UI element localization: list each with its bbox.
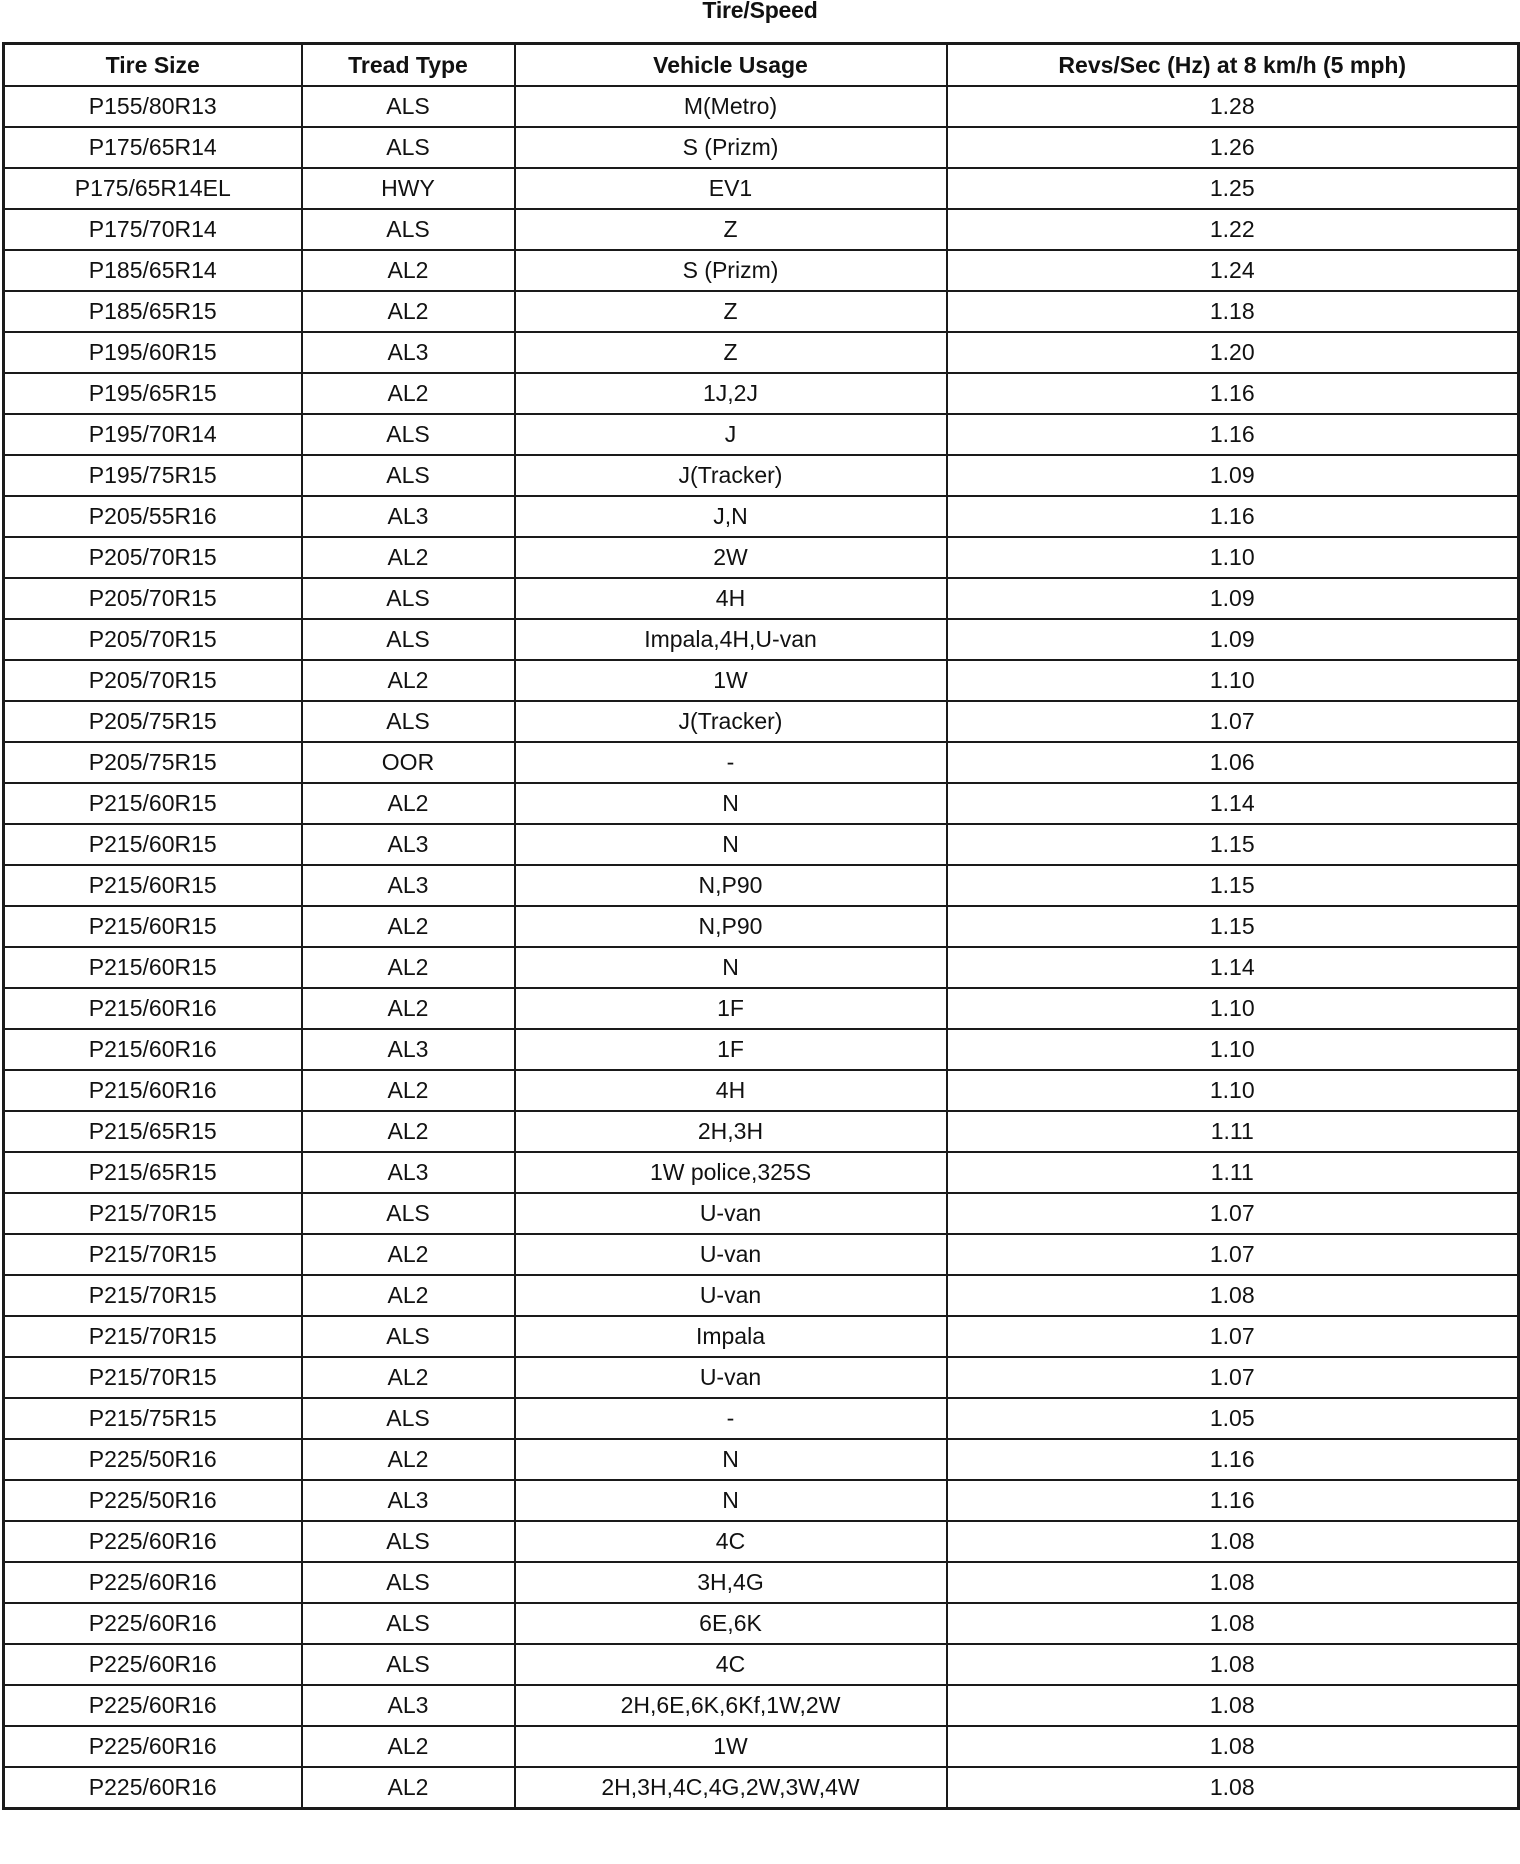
table-row — [4, 86, 1519, 127]
revs-per-sec-cell: 1.16 — [947, 373, 1519, 414]
revs-per-sec-cell: 1.05 — [947, 1398, 1519, 1439]
table-row — [4, 660, 1519, 701]
vehicle-usage-cell: Z — [515, 291, 947, 332]
tire-size-cell: P215/75R15 — [4, 1398, 302, 1439]
vehicle-usage-cell: N — [515, 1439, 947, 1480]
vehicle-usage-cell: 1F — [515, 988, 947, 1029]
table-row — [4, 578, 1519, 619]
table-row — [4, 537, 1519, 578]
revs-per-sec-cell: 1.16 — [947, 1439, 1519, 1480]
revs-per-sec-cell: 1.10 — [947, 537, 1519, 578]
vehicle-usage-cell: U-van — [515, 1193, 947, 1234]
tread-type-cell: AL2 — [302, 906, 515, 947]
revs-per-sec-cell: 1.08 — [947, 1644, 1519, 1685]
tread-type-cell: ALS — [302, 455, 515, 496]
tire-size-cell: P175/65R14 — [4, 127, 302, 168]
table-row — [4, 1603, 1519, 1644]
table-row — [4, 332, 1519, 373]
revs-per-sec-cell: 1.16 — [947, 496, 1519, 537]
table-row — [4, 619, 1519, 660]
vehicle-usage-cell: 2H,3H,4C,4G,2W,3W,4W — [515, 1767, 947, 1809]
tire-size-cell: P195/60R15 — [4, 332, 302, 373]
revs-per-sec-cell: 1.18 — [947, 291, 1519, 332]
vehicle-usage-cell: 2H,6E,6K,6Kf,1W,2W — [515, 1685, 947, 1726]
tire-size-cell: P215/60R15 — [4, 824, 302, 865]
tread-type-cell: ALS — [302, 1193, 515, 1234]
revs-per-sec-cell: 1.07 — [947, 701, 1519, 742]
table-row — [4, 865, 1519, 906]
revs-per-sec-cell: 1.08 — [947, 1275, 1519, 1316]
tire-size-cell: P205/75R15 — [4, 701, 302, 742]
tire-size-cell: P225/50R16 — [4, 1480, 302, 1521]
tire-size-cell: P155/80R13 — [4, 86, 302, 127]
revs-per-sec-cell: 1.10 — [947, 1070, 1519, 1111]
table-row — [4, 1152, 1519, 1193]
tire-size-cell: P215/70R15 — [4, 1357, 302, 1398]
tire-size-cell: P185/65R14 — [4, 250, 302, 291]
tread-type-cell: AL2 — [302, 537, 515, 578]
tire-size-cell: P225/60R16 — [4, 1603, 302, 1644]
table-row — [4, 988, 1519, 1029]
tire-size-cell: P215/70R15 — [4, 1193, 302, 1234]
revs-per-sec-cell: 1.08 — [947, 1603, 1519, 1644]
table-row — [4, 1562, 1519, 1603]
tread-type-cell: AL3 — [302, 1685, 515, 1726]
tire-size-cell: P225/60R16 — [4, 1767, 302, 1809]
tire-size-cell: P225/60R16 — [4, 1562, 302, 1603]
revs-per-sec-cell: 1.16 — [947, 414, 1519, 455]
tread-type-cell: AL2 — [302, 947, 515, 988]
tread-type-cell: ALS — [302, 1562, 515, 1603]
vehicle-usage-cell: J(Tracker) — [515, 455, 947, 496]
tire-size-cell: P205/70R15 — [4, 578, 302, 619]
revs-per-sec-cell: 1.14 — [947, 947, 1519, 988]
vehicle-usage-cell: Impala — [515, 1316, 947, 1357]
tire-size-cell: P215/60R16 — [4, 1070, 302, 1111]
vehicle-usage-cell: U-van — [515, 1234, 947, 1275]
vehicle-usage-cell: Z — [515, 209, 947, 250]
tire-size-cell: P215/60R15 — [4, 906, 302, 947]
tire-speed-table — [2, 42, 1520, 1810]
revs-per-sec-cell: 1.11 — [947, 1111, 1519, 1152]
table-row — [4, 1521, 1519, 1562]
revs-per-sec-cell: 1.07 — [947, 1193, 1519, 1234]
tire-size-cell: P215/65R15 — [4, 1152, 302, 1193]
vehicle-usage-cell: 1W — [515, 1726, 947, 1767]
revs-per-sec-cell: 1.20 — [947, 332, 1519, 373]
vehicle-usage-cell: S (Prizm) — [515, 127, 947, 168]
tire-size-cell: P225/60R16 — [4, 1726, 302, 1767]
revs-per-sec-cell: 1.09 — [947, 455, 1519, 496]
table-row — [4, 414, 1519, 455]
vehicle-usage-cell: M(Metro) — [515, 86, 947, 127]
vehicle-usage-cell: Impala,4H,U-van — [515, 619, 947, 660]
revs-per-sec-cell: 1.09 — [947, 619, 1519, 660]
tread-type-cell: AL3 — [302, 865, 515, 906]
tread-type-cell: AL2 — [302, 1275, 515, 1316]
tread-type-cell: AL2 — [302, 250, 515, 291]
tire-size-cell: P225/50R16 — [4, 1439, 302, 1480]
tread-type-cell: OOR — [302, 742, 515, 783]
revs-per-sec-cell: 1.09 — [947, 578, 1519, 619]
table-row — [4, 127, 1519, 168]
table-body — [4, 86, 1519, 1809]
column-header-vehicle-usage: Vehicle Usage — [515, 44, 947, 87]
tire-size-cell: P205/75R15 — [4, 742, 302, 783]
vehicle-usage-cell: 1J,2J — [515, 373, 947, 414]
column-header-tire-size: Tire Size — [4, 44, 302, 87]
table-row — [4, 1234, 1519, 1275]
tread-type-cell: ALS — [302, 127, 515, 168]
vehicle-usage-cell: N — [515, 947, 947, 988]
tire-size-cell: P225/60R16 — [4, 1644, 302, 1685]
tire-size-cell: P195/70R14 — [4, 414, 302, 455]
table-row — [4, 1644, 1519, 1685]
table-row — [4, 783, 1519, 824]
vehicle-usage-cell: 4C — [515, 1521, 947, 1562]
table-row — [4, 1439, 1519, 1480]
tread-type-cell: ALS — [302, 1521, 515, 1562]
revs-per-sec-cell: 1.10 — [947, 1029, 1519, 1070]
tread-type-cell: AL3 — [302, 824, 515, 865]
vehicle-usage-cell: N — [515, 783, 947, 824]
revs-per-sec-cell: 1.14 — [947, 783, 1519, 824]
tread-type-cell: ALS — [302, 619, 515, 660]
table-row — [4, 1767, 1519, 1809]
vehicle-usage-cell: N — [515, 824, 947, 865]
vehicle-usage-cell: 3H,4G — [515, 1562, 947, 1603]
tread-type-cell: ALS — [302, 1316, 515, 1357]
tread-type-cell: ALS — [302, 578, 515, 619]
vehicle-usage-cell: 4C — [515, 1644, 947, 1685]
tire-size-cell: P215/60R15 — [4, 865, 302, 906]
vehicle-usage-cell: J(Tracker) — [515, 701, 947, 742]
vehicle-usage-cell: N,P90 — [515, 865, 947, 906]
vehicle-usage-cell: 1F — [515, 1029, 947, 1070]
revs-per-sec-cell: 1.15 — [947, 865, 1519, 906]
vehicle-usage-cell: 2W — [515, 537, 947, 578]
vehicle-usage-cell: J,N — [515, 496, 947, 537]
tread-type-cell: ALS — [302, 1398, 515, 1439]
table-row — [4, 250, 1519, 291]
revs-per-sec-cell: 1.07 — [947, 1316, 1519, 1357]
tread-type-cell: AL2 — [302, 291, 515, 332]
vehicle-usage-cell: 4H — [515, 578, 947, 619]
tire-size-cell: P225/60R16 — [4, 1521, 302, 1562]
tread-type-cell: AL2 — [302, 373, 515, 414]
vehicle-usage-cell: Z — [515, 332, 947, 373]
revs-per-sec-cell: 1.15 — [947, 824, 1519, 865]
table-row — [4, 455, 1519, 496]
table-row — [4, 1685, 1519, 1726]
table-row — [4, 1111, 1519, 1152]
tread-type-cell: AL2 — [302, 1070, 515, 1111]
revs-per-sec-cell: 1.08 — [947, 1521, 1519, 1562]
tire-size-cell: P215/60R16 — [4, 1029, 302, 1070]
revs-per-sec-cell: 1.28 — [947, 86, 1519, 127]
tire-size-cell: P205/70R15 — [4, 537, 302, 578]
tire-size-cell: P205/70R15 — [4, 619, 302, 660]
table-row — [4, 906, 1519, 947]
tread-type-cell: HWY — [302, 168, 515, 209]
tire-size-cell: P205/55R16 — [4, 496, 302, 537]
tire-size-cell: P175/65R14EL — [4, 168, 302, 209]
vehicle-usage-cell: U-van — [515, 1357, 947, 1398]
table-row — [4, 209, 1519, 250]
table-row — [4, 1275, 1519, 1316]
tread-type-cell: ALS — [302, 414, 515, 455]
tread-type-cell: AL2 — [302, 1439, 515, 1480]
tread-type-cell: ALS — [302, 701, 515, 742]
table-title: Tire/Speed — [702, 0, 818, 23]
vehicle-usage-cell: EV1 — [515, 168, 947, 209]
tire-size-cell: P215/70R15 — [4, 1316, 302, 1357]
revs-per-sec-cell: 1.26 — [947, 127, 1519, 168]
tread-type-cell: AL2 — [302, 1111, 515, 1152]
table-row — [4, 1316, 1519, 1357]
revs-per-sec-cell: 1.15 — [947, 906, 1519, 947]
tread-type-cell: ALS — [302, 1603, 515, 1644]
table-row — [4, 1070, 1519, 1111]
tire-size-cell: P225/60R16 — [4, 1685, 302, 1726]
table-row — [4, 1357, 1519, 1398]
table-row — [4, 1726, 1519, 1767]
table-row — [4, 947, 1519, 988]
vehicle-usage-cell: 1W police,325S — [515, 1152, 947, 1193]
vehicle-usage-cell: 2H,3H — [515, 1111, 947, 1152]
vehicle-usage-cell: - — [515, 1398, 947, 1439]
tread-type-cell: ALS — [302, 1644, 515, 1685]
tread-type-cell: AL3 — [302, 496, 515, 537]
table-row — [4, 701, 1519, 742]
vehicle-usage-cell: - — [515, 742, 947, 783]
vehicle-usage-cell: U-van — [515, 1275, 947, 1316]
revs-per-sec-cell: 1.16 — [947, 1480, 1519, 1521]
revs-per-sec-cell: 1.07 — [947, 1357, 1519, 1398]
revs-per-sec-cell: 1.06 — [947, 742, 1519, 783]
vehicle-usage-cell: 4H — [515, 1070, 947, 1111]
tire-size-cell: P215/70R15 — [4, 1275, 302, 1316]
tire-size-cell: P175/70R14 — [4, 209, 302, 250]
tread-type-cell: ALS — [302, 209, 515, 250]
vehicle-usage-cell: N — [515, 1480, 947, 1521]
header-row — [4, 44, 1519, 87]
table-row — [4, 824, 1519, 865]
table-row — [4, 373, 1519, 414]
vehicle-usage-cell: 1W — [515, 660, 947, 701]
revs-per-sec-cell: 1.10 — [947, 988, 1519, 1029]
table-row — [4, 168, 1519, 209]
tire-size-cell: P215/65R15 — [4, 1111, 302, 1152]
tire-size-cell: P205/70R15 — [4, 660, 302, 701]
vehicle-usage-cell: N,P90 — [515, 906, 947, 947]
table-row — [4, 1029, 1519, 1070]
table-row — [4, 1480, 1519, 1521]
tread-type-cell: AL2 — [302, 660, 515, 701]
column-header-revs-per-sec: Revs/Sec (Hz) at 8 km/h (5 mph) — [947, 44, 1519, 87]
table-row — [4, 291, 1519, 332]
tread-type-cell: AL2 — [302, 988, 515, 1029]
vehicle-usage-cell: 6E,6K — [515, 1603, 947, 1644]
table-row — [4, 1398, 1519, 1439]
tire-size-cell: P195/65R15 — [4, 373, 302, 414]
tire-size-cell: P195/75R15 — [4, 455, 302, 496]
tread-type-cell: AL3 — [302, 1152, 515, 1193]
tire-size-cell: P215/60R16 — [4, 988, 302, 1029]
tire-size-cell: P215/70R15 — [4, 1234, 302, 1275]
revs-per-sec-cell: 1.25 — [947, 168, 1519, 209]
table-row — [4, 742, 1519, 783]
revs-per-sec-cell: 1.22 — [947, 209, 1519, 250]
tread-type-cell: AL3 — [302, 332, 515, 373]
tread-type-cell: AL2 — [302, 1357, 515, 1398]
revs-per-sec-cell: 1.07 — [947, 1234, 1519, 1275]
tire-size-cell: P185/65R15 — [4, 291, 302, 332]
tread-type-cell: ALS — [302, 86, 515, 127]
column-header-tread-type: Tread Type — [302, 44, 515, 87]
revs-per-sec-cell: 1.08 — [947, 1562, 1519, 1603]
vehicle-usage-cell: J — [515, 414, 947, 455]
tread-type-cell: AL2 — [302, 1234, 515, 1275]
tread-type-cell: AL2 — [302, 1767, 515, 1809]
revs-per-sec-cell: 1.08 — [947, 1767, 1519, 1809]
revs-per-sec-cell: 1.08 — [947, 1726, 1519, 1767]
tire-size-cell: P215/60R15 — [4, 783, 302, 824]
revs-per-sec-cell: 1.24 — [947, 250, 1519, 291]
revs-per-sec-cell: 1.10 — [947, 660, 1519, 701]
tire-size-cell: P215/60R15 — [4, 947, 302, 988]
table-row — [4, 496, 1519, 537]
tread-type-cell: AL2 — [302, 1726, 515, 1767]
tread-type-cell: AL3 — [302, 1480, 515, 1521]
table-row — [4, 1193, 1519, 1234]
revs-per-sec-cell: 1.08 — [947, 1685, 1519, 1726]
vehicle-usage-cell: S (Prizm) — [515, 250, 947, 291]
tread-type-cell: AL3 — [302, 1029, 515, 1070]
revs-per-sec-cell: 1.11 — [947, 1152, 1519, 1193]
tread-type-cell: AL2 — [302, 783, 515, 824]
